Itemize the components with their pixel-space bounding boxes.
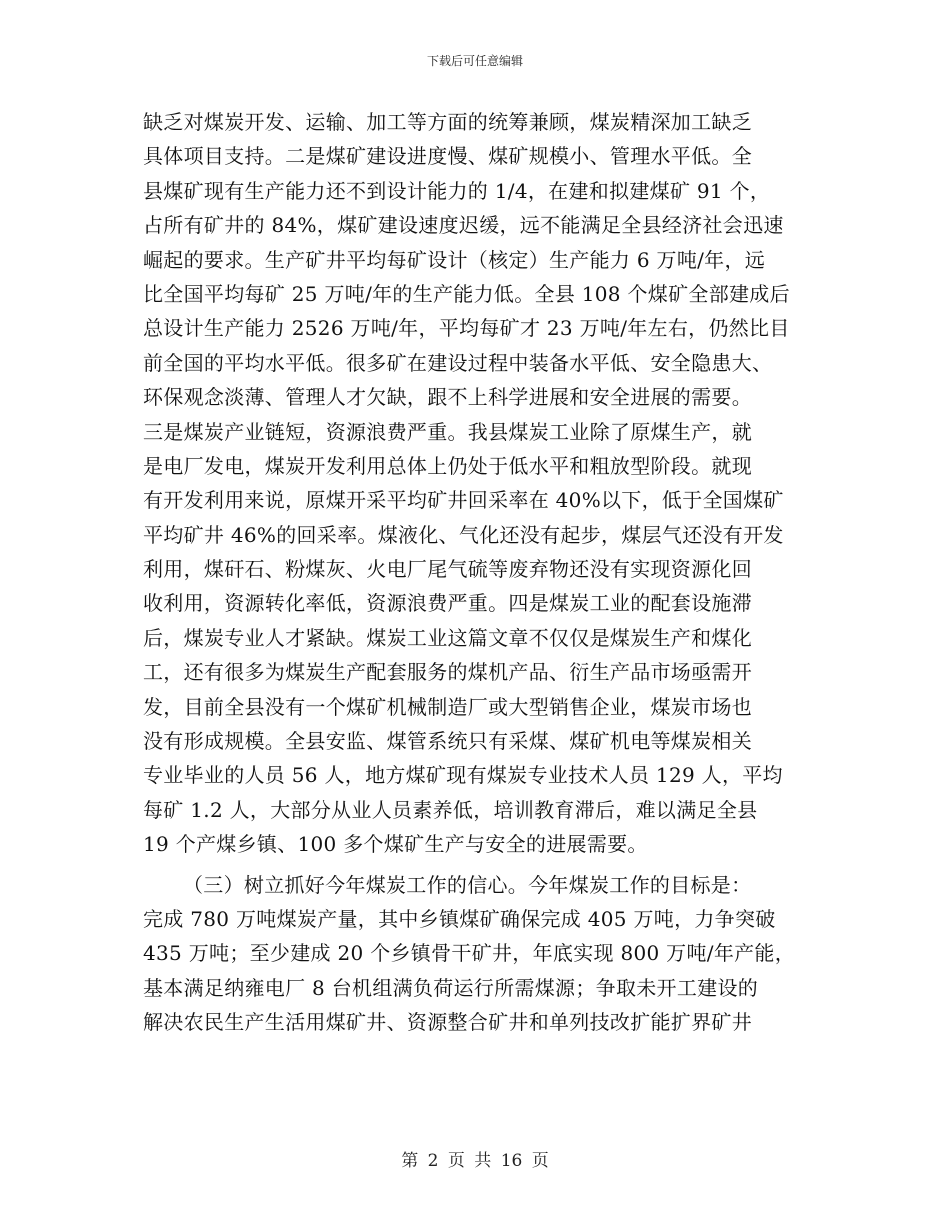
text-line: 比全国平均每矿 25 万吨/年的生产能力低。全县 108 个煤矿全部建成后 [143,281,790,306]
text-line: 完成 780 万吨煤炭产量，其中乡镇煤矿确保完成 405 万吨，力争突破 [143,906,776,931]
text-line: 前全国的平均水平低。很多矿在建设过程中装备水平低、安全隐患大、 [143,350,773,375]
text-line: 占所有矿井的 84%，煤矿建设速度迟缓，远不能满足全县经济社会迅速 [143,213,784,238]
text-line: 具体项目支持。二是煤矿建设进度慢、煤矿规模小、管理水平低。全 [143,144,752,169]
text-line: 435 万吨；至少建成 20 个乡镇骨干矿井，年底实现 800 万吨/年产能， [143,941,796,966]
text-line: 平均矿井 46%的回采率。煤液化、气化还没有起步，煤层气还没有开发 [143,522,784,547]
text-line: 工，还有很多为煤炭生产配套服务的煤机产品、衍生产品市场亟需开 [143,660,752,685]
text-line: 崛起的要求。生产矿井平均每矿设计（核定）生产能力 6 万吨/年，远 [143,247,766,272]
text-line: 缺乏对煤炭开发、运输、加工等方面的统筹兼顾，煤炭精深加工缺乏 [143,110,752,134]
text-line: 19 个产煤乡镇、100 多个煤矿生产与安全的进展需要。 [143,832,648,857]
text-line: 是电厂发电，煤炭开发利用总体上仍处于低水平和粗放型阶段。就现 [143,453,752,478]
page-footer: 第 2 页 共 16 页 [401,1151,549,1171]
document-body [143,105,813,1040]
text-line: 后，煤炭专业人才紧缺。煤炭工业这篇文章不仅仅是煤炭生产和煤化 [143,625,752,650]
text-line: 环保观念淡薄、管理人才欠缺，跟不上科学进展和安全进展的需要。 [143,385,752,410]
text-line: 专业毕业的人员 56 人，地方煤矿现有煤炭专业技术人员 129 人，平均 [143,763,783,788]
text-line: 发，目前全县没有一个煤矿机械制造厂或大型销售企业，煤炭市场也 [143,694,752,719]
text-line: 解决农民生产生活用煤矿井、资源整合矿井和单列技改扩能扩界矿井 [143,1010,752,1035]
page-header: 下载后可任意编辑 [426,54,523,68]
text-line: 三是煤炭产业链短，资源浪费严重。我县煤炭工业除了原煤生产，就 [143,419,752,444]
text-line: 基本满足纳雍电厂 8 台机组满负荷运行所需煤源；争取未开工建设的 [143,975,759,1000]
text-line: 县煤矿现有生产能力还不到设计能力的 1/4，在建和拟建煤矿 91 个， [143,178,771,203]
text-line: 总设计生产能力 2526 万吨/年，平均每矿才 23 万吨/年左右，仍然比目 [143,316,790,341]
text-line: 收利用，资源转化率低，资源浪费严重。四是煤炭工业的配套设施滞 [143,591,752,616]
text-line: 没有形成规模。全县安监、煤管系统只有采煤、煤矿机电等煤炭相关 [143,729,752,754]
section-heading-line: （三）树立抓好今年煤炭工作的信心。今年煤炭工作的目标是： [183,872,752,897]
text-line: 每矿 1.2 人，大部分从业人员素养低，培训教育滞后，难以满足全县 [143,797,758,822]
text-line: 利用，煤矸石、粉煤灰、火电厂尾气硫等废弃物还没有实现资源化回 [143,557,752,582]
text-line: 有开发利用来说，原煤开采平均矿井回采率在 40%以下，低于全国煤矿 [143,488,784,513]
